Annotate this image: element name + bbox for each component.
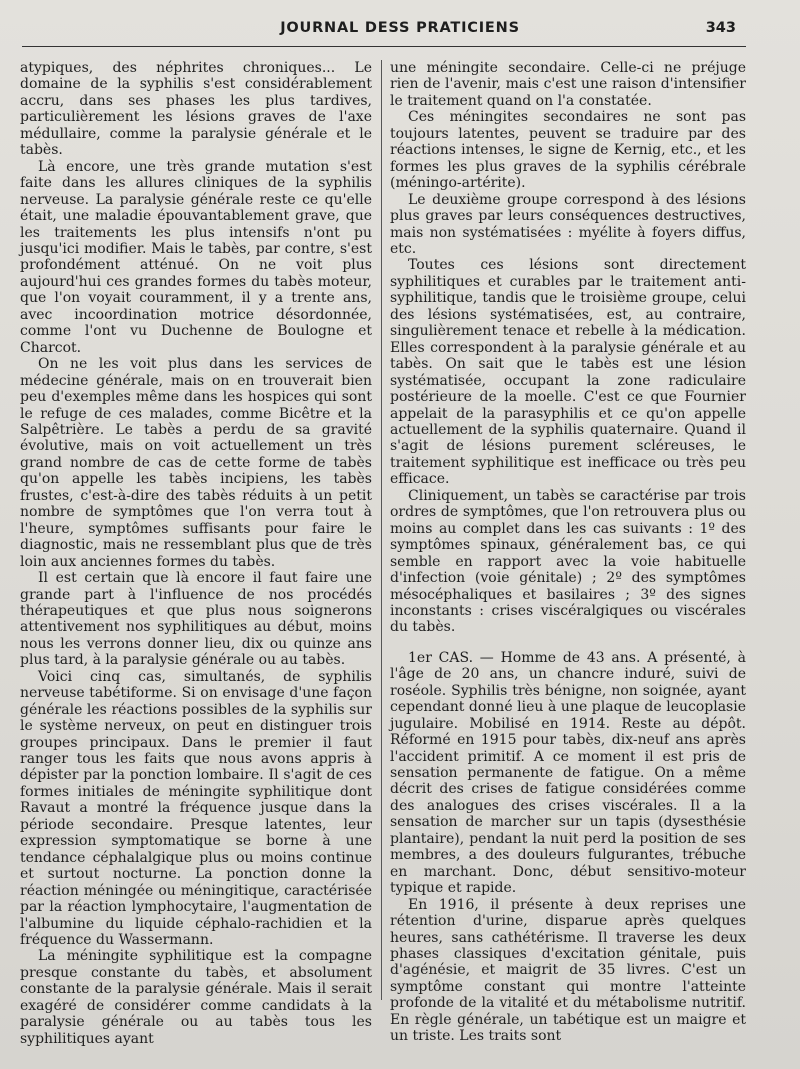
paragraph: une méningite secondaire. Celle-ci ne préjuge rien de l'avenir, mais c'est une raison d'intensifier le traitement quand on l'a constatée. [390,60,746,109]
journal-title: JOURNAL DESS PRATICIENS [280,20,520,36]
page-number: 343 [705,20,736,36]
paragraph: On ne les voit plus dans les services de médecine générale, mais on en trouverait bien peu d'exemples même dans les hospices qui sont le refuge de ces malades, comme Bicêtre et la Salpêtrière. Le tabès a perdu de sa gravité évolutive, mais on voit actuellement un très grand nombre de cas de cette forme de tabès qu'on appelle les tabès incipiens, les tabès frustes, c'est-à-dire des tabès réduits à un petit nombre de symptômes que l'on verra tout à l'heure, symptômes suffisants pour faire le diagnostic, mais ne ressemblant plus que de très loin aux anciennes formes du tabès. [20,356,372,570]
paragraph: Cliniquement, un tabès se caractérise par trois ordres de symptômes, que l'on retrouvera plus ou moins au complet dans les cas suivants : 1º des symptômes spinaux, généralement bas, ce qui semble en rapport avec la voie habituelle d'infection (voie génitale) ; 2º des symptômes mésocéphaliques et basilaires ; 3º des signes inconstants : crises viscéralgiques ou viscérales du tabès. [390,487,746,636]
left-column [20,60,372,1047]
page-header [0,18,800,44]
paragraph: Là encore, une très grande mutation s'est faite dans les allures cliniques de la syphilis nerveuse. La paralysie générale reste ce qu'elle était, une maladie épouvantablement grave, que les traitements les plus intensifs n'ont pu jusqu'ici modifier. Mais le tabès, par contre, s'est profondément atténué. On ne voit plus aujourd'hui ces grandes formes du tabès moteur, que l'on voyait couramment, il y a trente ans, avec incoordination motrice désordonnée, comme l'ont vu Duchenne de Boulogne et Charcot. [20,158,372,356]
paragraph: Voici cinq cas, simultanés, de syphilis nerveuse tabétiforme. Si on envisage d'une façon générale les réactions possibles de la syphilis sur le système nerveux, on peut en distinguer trois groupes principaux. Dans le premier il faut ranger tous les faits que nous avons appris à dépister par la ponction lombaire. Il s'agit de ces formes initiales de méningite syphilitique dont Ravaut a montré la fréquence jusque dans la période secondaire. Presque latentes, leur expression symptomatique se borne à une tendance céphalalgique plus ou moins continue et surtout nocturne. La ponction donne la réaction méningée ou méningitique, caractérisée par la réaction lymphocytaire, l'augmentation de l'albumine du liquide céphalo-rachidien et la fréquence du Wassermann. [20,668,372,949]
paragraph: Ces méningites secondaires ne sont pas toujours latentes, peuvent se traduire par des réactions intenses, le signe de Kernig, etc., et les formes les plus graves de la syphilis cérébrale (méningo-artérite). [390,109,746,192]
header-rule [22,46,746,47]
paragraph: Le deuxième groupe correspond à des lésions plus graves par leurs conséquences destructives, mais non systématisées : myélite à foyers diffus, etc. [390,191,746,257]
case-paragraph: 1er CAS. — Homme de 43 ans. A présenté, à l'âge de 20 ans, un chancre induré, suivi de roséole. Syphilis très bénigne, non soignée, ayant cependant donné lieu à une plaque de leucoplasie jugulaire. Mobilisé en 1914. Reste au dépôt. Réformé en 1915 pour tabès, dix-neuf ans après l'accident primitif. A ce moment il est pris de sensation permanente de fatigue. On a même décrit des crises de fatigue considérées comme des analogues des crises viscérales. Il a la sensation de marcher sur un tapis (dysesthésie plantaire), pendant la nuit perd la position de ses membres, a des douleurs fulgurantes, trébuche en marchant. Donc, début sensitivo-moteur typique et rapide. [390,649,746,897]
paragraph: La méningite syphilitique est la compagne presque constante du tabès, et absolument constante de la paralysie générale. Mais il serait exagéré de considérer comme candidats à la paralysie générale ou au tabès tous les syphilitiques ayant [20,948,372,1047]
paragraph: Toutes ces lésions sont directement syphilitiques et curables par le traitement anti-syphilitique, tandis que le troisième groupe, celui des lésions systématisées, est, au contraire, singulièrement tenace et rebelle à la médication. Elles correspondent à la paralysie générale et au tabès. On sait que le tabès est une lésion systématisée, occupant la zone radiculaire postérieure de la moelle. C'est ce que Fournier appelait de la parasyphilis et ce qu'on appelle actuellement de la syphilis quaternaire. Quand il s'agit de lésions purement scléreuses, le traitement syphilitique est inefficace ou très peu efficace. [390,257,746,488]
paragraph: Il est certain que là encore il faut faire une grande part à l'influence de nos procédés thérapeutiques et que plus nous soignerons attentivement nos syphilitiques au début, moins nous les verrons donner lieu, dix ou quinze ans plus tard, à la paralysie générale ou au tabès. [20,570,372,669]
paragraph: atypiques, des néphrites chroniques... Le domaine de la syphilis s'est considérablement accru, dans ses phases les plus tardives, particulièrement les lésions graves de l'axe médullaire, comme la paralysie générale et le tabès. [20,60,372,159]
right-column [390,60,746,1045]
paragraph: En 1916, il présente à deux reprises une rétention d'urine, disparue après quelques heures, sans cathétérisme. Il traverse les deux phases classiques d'excitation génitale, puis d'agénésie, et maigrit de 35 livres. C'est un symptôme constant qui montre l'atteinte profonde de la vitalité et du métabolisme nutritif. En règle générale, un tabétique est un maigre et un triste. Les traits sont [390,896,746,1045]
column-divider [381,60,382,1000]
